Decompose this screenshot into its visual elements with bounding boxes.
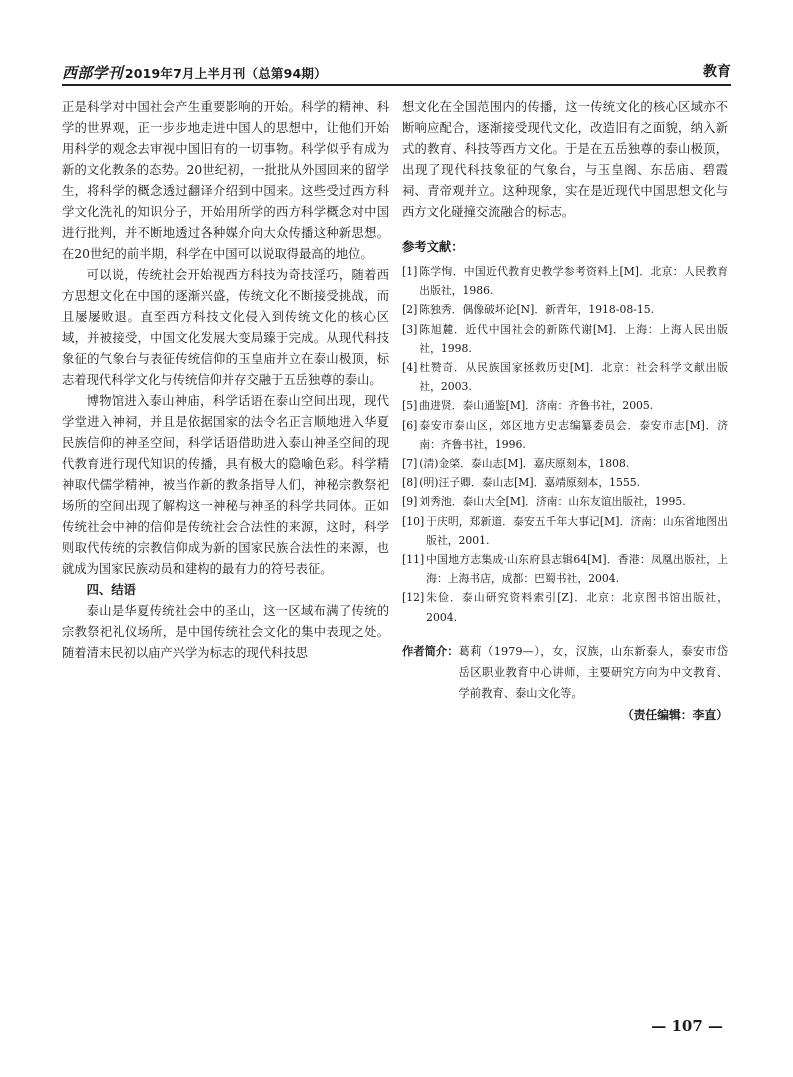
body-paragraph: 正是科学对中国社会产生重要影响的开始。科学的精神、科学的世界观，正一步步地走进中国人的思想中，让他们开始用科学的观念去审视中国旧有的一切事物。科学似乎有成为新的文化教条的态势。20世纪初，一批批从外国回来的留学生，将科学的概念透过翻译介绍到中国来。这些受过西方科学文化洗礼的知识分子，开始用所学的西方科学概念对中国进行批判，并不断地透过各种媒介向大众传播这种新思想。在20世纪的前半期，科学在中国可以说取得最高的地位。 [62, 100, 389, 261]
reference-item: [5] 曲进贤．泰山通鉴[M]．济南：齐鲁书社，2005. [402, 399, 654, 413]
reference-item: [9] 刘秀池．泰山大全[M]．济南：山东友谊出版社，1995. [402, 495, 686, 509]
journal-logo: 西部学刊 [62, 64, 123, 82]
body-paragraph: 博物馆进入泰山神庙，科学话语在泰山空间出现，现代学堂进入神祠，并且是依据国家的法令名正言顺地进入华夏民族信仰的神圣空间，科学话语借助进入泰山神圣空间的现代教育进行现代知识的传播，具有极大的隐喻色彩。科学精神取代儒学精神，被当作新的教条指导人们，神秘宗教祭祀场所的空间出现了解构这一神秘与神圣的科学共同体。正如传统社会中神的信仰是传统社会合法性的来源，这时，科学则取代传统的宗教信仰成为新的国家民族合法性的来源，也就成为国家民族动员和建构的最有力的符号表征。 [62, 394, 389, 576]
references-title: 参考文献： [402, 240, 464, 254]
reference-item: [12] 朱俭．泰山研究资料索引[Z]．北京：北京图书馆出版社，2004. [402, 591, 728, 624]
section-heading: 四、结语 [86, 583, 136, 597]
reference-list [402, 262, 728, 627]
running-header [62, 58, 731, 86]
left-column [62, 97, 389, 664]
continued-paragraph: 想文化在全国范围内的传播，这一传统文化的核心区域亦不断响应配合，逐渐接受现代文化，改造旧有之面貌，纳入新式的教育、科技等西方文化。于是在五岳独尊的泰山极顶，出现了现代科技象征的气象台，与玉皇阁、东岳庙、碧霞祠、青帝观并立。这种现象，实在是近现代中国思想文化与西方文化碰撞交流融合的标志。 [402, 100, 728, 219]
reference-item: [8] (明)汪子卿．泰山志[M]．嘉靖原刻本，1555. [402, 476, 641, 490]
reference-item: [10] 于庆明，郑新道．泰安五千年大事记[M]．济南：山东省地图出版社，2001. [402, 514, 728, 547]
journal-title [62, 62, 327, 83]
reference-item: [7] (清)金棨．泰山志[M]．嘉庆原刻本，1808. [402, 457, 630, 471]
reference-item: [4] 杜赞奇．从民族国家拯救历史[M]．北京：社会科学文献出版社，2003. [402, 361, 728, 394]
right-column [402, 97, 728, 726]
conclusion-paragraph: 泰山是华夏传统社会中的圣山，这一区域布满了传统的宗教祭祀礼仪场所，是中国传统社会文化的集中表现之处。随着清末民初以庙产兴学为标志的现代科技思 [62, 604, 389, 660]
reference-item: [2] 陈独秀．偶像破坏论[N]．新青年，1918-08-15. [402, 303, 655, 317]
author-label: 作者简介： [402, 644, 459, 658]
author-text: 葛莉（1979—），女，汉族，山东新泰人，泰安市岱岳区职业教育中心讲师，主要研究方向为中文教育、学前教育、泰山文化等。 [458, 644, 728, 700]
section-label: 教育 [703, 64, 731, 80]
page-number: — 107 — [651, 1017, 723, 1035]
reference-item: [6] 泰安市泰山区，郊区地方史志编纂委员会．泰安市志[M]．济南：齐鲁书社，1996. [402, 418, 728, 451]
reference-item: [3] 陈旭麓．近代中国社会的新陈代谢[M]．上海：上海人民出版社，1998. [402, 322, 728, 355]
body-paragraph: 可以说，传统社会开始视西方科技为奇技淫巧，随着西方思想文化在中国的逐渐兴盛，传统文化不断接受挑战，而且屡屡败退。直至西方科技文化侵入到传统文化的核心区域，并被接受，中国文化发展大变局臻于完成。从现代科技象征的气象台与表征传统信仰的玉皇庙并立在泰山极顶，标志着现代科学文化与传统信仰并存交融于五岳独尊的泰山。 [62, 268, 389, 387]
reference-item: [1] 陈学恂．中国近代教育史教学参考资料上[M]．北京：人民教育出版社，1986. [402, 265, 728, 298]
journal-issue: 2019年7月上半月刊（总第94期） [124, 66, 327, 81]
responsible-editor: （责任编辑：李直） [621, 707, 728, 722]
author-bio [402, 641, 728, 704]
reference-item: [11] 中国地方志集成·山东府县志辑64[M]．香港：凤凰出版社，上海：上海书店，成都：巴蜀书社，2004. [402, 553, 728, 586]
